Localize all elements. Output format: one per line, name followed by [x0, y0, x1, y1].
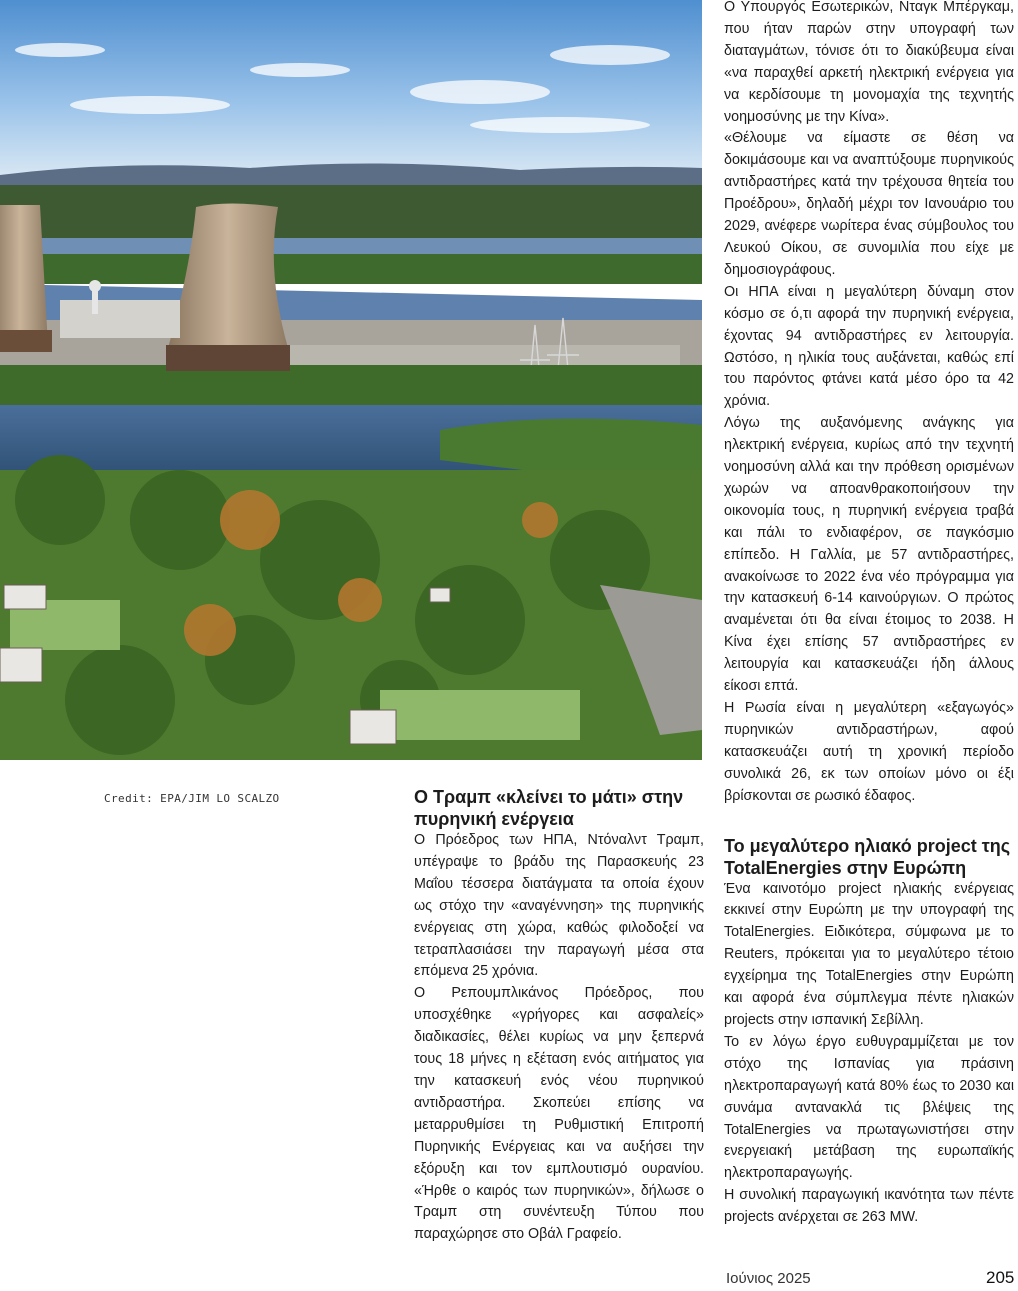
article1-continued-paragraph: «Θέλουμε να είμαστε σε θέση να δοκιμάσουμε και να αναπτύξουμε πυρηνικούς αντιδραστήρες κατά την τρέχουσα θητεία του Προέδρου», δηλαδή μέχρι τον Ιανουάριο του 2029, ανέφερε νωρίτερα ένας σύμβουλος του Λευκού Οίκου, σε συνομιλία που είχε με δημοσιογράφους.	[724, 130, 1014, 278]
nuclear-plant-photo	[0, 0, 702, 760]
article1-paragraph: Ο Ρεπουμπλικάνος Πρόεδρος, που υποσχέθηκε «γρήγορες και ασφαλείς» διαδικασίες, θέλει κυρίως να μην ξεπερνά τους 18 μήνες η εξέταση ενός αιτήματος για την κατασκευή ενός νέου πυρηνικού αντιδραστήρα. Σκοπεύει επίσης να μεταρρυθμίσει τη Ρυθμιστική Επιτροπή Πυρηνικής Ενέργειας και να αυξήσει την εξόρυξη και τον εμπλουτισμό ουρανίου. «Ήρθε ο καιρός των πυρηνικών», δήλωσε ο Τραμπ στη συνέντευξη Τύπου που παραχώρησε στο Οβάλ Γραφείο.	[414, 985, 704, 1243]
article1-column	[414, 786, 704, 1246]
article1-headline: Ο Τραμπ «κλείνει το μάτι» στην πυρηνική ενέργεια	[414, 787, 684, 829]
article1-continued-paragraph: Λόγω της αυξανόμενης ανάγκης για ηλεκτρική ενέργεια, κυρίως από την τεχνητή νοημοσύνη αλλά και την πρόθεση ορισμένων χωρών να αποανθρακοποιήσουν την οικονομία τους, η πυρηνική ενέργεια τραβά και πάλι το ενδιαφέρον, σε παγκόσμιο επίπεδο. Η Γαλλία, με 57 αντιδραστήρες, ανακοίνωσε το 2022 ένα νέο πρόγραμμα για την κατασκευή 6-14 καινούργιων. Ο πρώτος αναμένεται ότι θα είναι έτοιμος το 2038. Η Κίνα έχει επίσης 57 αντιδραστήρες εν λειτουργία και κατασκευάζει ήδη άλλους είκοσι επτά.	[724, 415, 1014, 695]
article2-headline: Το μεγαλύτερο ηλιακό project της TotalEnergies στην Ευρώπη	[724, 835, 1011, 878]
article2-paragraph: Ένα καινοτόμο project ηλιακής ενέργειας εκκινεί στην Ευρώπη με την υπογραφή της TotalEnergies. Ειδικότερα, σύμφωνα με το Reuters, πρόκειται για το μεγαλύτερο τέτοιο εγχείρημα της TotalEnergies στην Ευρώπη και αφορά ένα σύμπλεγμα πέντε ηλιακών projects στην ισπανική Σεβίλλη.	[724, 880, 1014, 1028]
right-column	[724, 0, 1014, 1229]
article2-paragraph: Η συνολική παραγωγική ικανότητα των πέντε projects ανέρχεται σε 263 MW.	[724, 1187, 1014, 1226]
issue-date: Ιούνιος 2025	[726, 1270, 811, 1287]
article1-continued-paragraph: Η Ρωσία είναι η μεγαλύτερη «εξαγωγός» πυρηνικών αντιδραστήρων, αφού κατασκευάζει αυτή τη χρονική περίοδο συνολικά 26, εκ των οποίων μόνο οι έξι βρίσκονται σε ρωσικό έδαφος.	[724, 700, 1014, 804]
article2-paragraph: Το εν λόγω έργο ευθυγραμμίζεται με τον στόχο της Ισπανίας για πράσινη ηλεκτροπαραγωγή κατά 80% έως το 2030 και συνάμα αντανακλά τις βλέψεις της TotalEnergies να πρωταγωνιστήσει στην ενεργειακή μετάβαση της ευρωπαϊκής ηλεκτροπαραγωγής.	[724, 1033, 1014, 1182]
page-number: 205	[986, 1268, 1015, 1287]
article1-paragraph: Ο Πρόεδρος των ΗΠΑ, Ντόναλντ Τραμπ, υπέγραψε το βράδυ της Παρασκευής 23 Μαΐου τέσσερα διατάγματα τα οποία έχουν ως στόχο την «αναγέννηση» της πυρηνικής ενέργειας στη χώρα, καθώς φιλοδοξεί να τετραπλασιάσει την παραγωγή μέσα στα επόμενα 25 χρόνια.	[414, 832, 704, 980]
article1-continued-paragraph: Ο Υπουργός Εσωτερικών, Νταγκ Μπέργκαμ, που ήταν παρών στην υπογραφή των διαταγμάτων, τόνισε ότι το διακύβευμα είναι «να παραχθεί αρκετή ηλεκτρική ενέργεια για να κερδίσουμε τη μονομαχία της τεχνητής νοημοσύνης με την Κίνα».	[724, 0, 1014, 125]
photo-credit: Credit: EPA/JIM LO SCALZO	[104, 792, 280, 805]
article1-continued-paragraph: Οι ΗΠΑ είναι η μεγαλύτερη δύναμη στον κόσμο σε ό,τι αφορά την πυρηνική ενέργεια, έχοντας 94 αντιδραστήρες εν λειτουργία. Ωστόσο, η ηλικία τους αυξάνεται, καθώς επί του παρόντος φτάνει κατά μέσο όρο τα 42 χρόνια.	[724, 283, 1014, 410]
